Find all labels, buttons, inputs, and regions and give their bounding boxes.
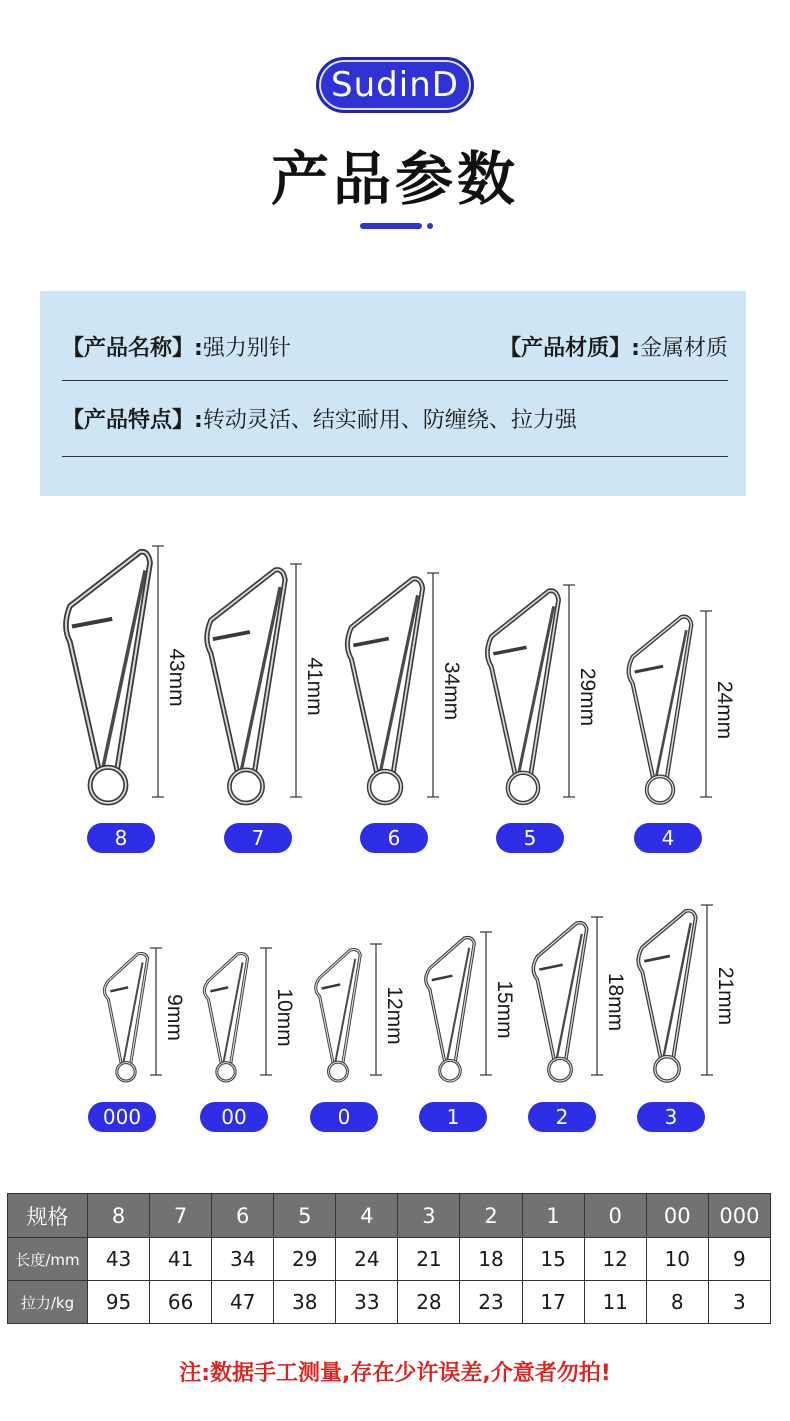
info-row-features (62, 403, 728, 457)
pin-eye-highlight (647, 776, 674, 803)
pin-wire-highlight (316, 950, 361, 1064)
pin-eye (229, 770, 262, 803)
title-underline (360, 223, 422, 229)
dimension-line (260, 948, 296, 1075)
spec-length-cell: 43 (88, 1238, 150, 1281)
pin-inner-wire (335, 959, 355, 1063)
snap-pin (104, 954, 147, 1081)
spec-size-cell: 6 (212, 1194, 274, 1238)
product-material-value: 金属材质 (639, 336, 728, 361)
pin-wire (104, 954, 147, 1065)
spec-size-cell: 8 (88, 1194, 150, 1238)
snap-pin (533, 923, 586, 1081)
pin-wire (207, 570, 285, 773)
pin-eye-highlight (90, 767, 126, 803)
dimension-line (563, 585, 599, 797)
pin-wire (533, 923, 586, 1061)
spec-size-cell: 4 (336, 1194, 398, 1238)
pin-wire (316, 950, 361, 1064)
pin-wire (426, 938, 475, 1063)
pin-wire-highlight (533, 923, 586, 1061)
pin-inner-wire (518, 606, 553, 774)
spec-header-label: 规格 (8, 1194, 88, 1238)
pin-eye (329, 1062, 348, 1081)
product-name-value: 强力别针 (202, 336, 291, 361)
pin-eye-highlight (549, 1058, 572, 1081)
pin-inner-wire (241, 587, 280, 772)
pin-wire-highlight (629, 617, 692, 779)
spec-length-cell: 10 (646, 1238, 708, 1281)
dimension-label: 9mm (163, 994, 186, 1041)
spec-size-cell: 1 (522, 1194, 584, 1238)
pin-eye-highlight (369, 771, 401, 803)
pin-wire-highlight (426, 938, 475, 1063)
pin-inner-wire (663, 923, 690, 1058)
size-badge: 5 (496, 823, 564, 853)
dimension-line (591, 917, 627, 1075)
size-badge: 00 (200, 1102, 268, 1132)
snap-pin (207, 570, 285, 803)
dimension-label: 10mm (273, 988, 296, 1047)
spec-length-cell: 15 (522, 1238, 584, 1281)
dimension-line (427, 573, 463, 797)
spec-table-length-row (8, 1238, 771, 1281)
pin-inner-wire (380, 595, 417, 772)
pin-wire-highlight (104, 954, 147, 1065)
dimension-label: 43mm (165, 648, 188, 707)
title-underline-dot (427, 223, 433, 229)
pin-clasp (322, 984, 341, 988)
pin-clasp (213, 632, 250, 639)
size-badge: 000 (88, 1102, 156, 1132)
pin-inner-wire (103, 570, 145, 769)
pin-wire (66, 552, 150, 771)
dimension-label: 34mm (440, 661, 463, 721)
pin-inner-wire (123, 962, 142, 1063)
size-badge: 6 (360, 823, 428, 853)
pin-wire (347, 579, 422, 775)
dimension-line (290, 564, 326, 797)
spec-tension-cell: 28 (398, 1281, 460, 1324)
pin-clasp (493, 647, 526, 653)
pin-eye-highlight (217, 1063, 235, 1081)
size-badge: 4 (634, 823, 702, 853)
pin-eye (90, 767, 126, 803)
dimension-label: 41mm (303, 657, 326, 716)
brand-logo (316, 57, 474, 113)
spec-table-header-row (8, 1194, 771, 1238)
spec-tension-cell: 23 (460, 1281, 522, 1324)
spec-tension-cell: 95 (88, 1281, 150, 1324)
size-badge: 8 (87, 823, 155, 853)
pin-eye (647, 776, 674, 803)
size-badge: 2 (528, 1102, 596, 1132)
spec-table (7, 1193, 771, 1324)
size-badge: 7 (224, 823, 292, 853)
spec-length-label: 长度/mm (8, 1238, 88, 1281)
spec-tension-cell: 11 (584, 1281, 646, 1324)
product-name (62, 331, 291, 362)
pin-clasp (635, 666, 663, 672)
product-features (62, 403, 577, 434)
pin-inner-wire (447, 948, 469, 1062)
spec-tension-cell: 47 (212, 1281, 274, 1324)
snap-pin (487, 591, 558, 803)
dimension-line (701, 905, 737, 1075)
product-material-label: 【产品材质】: (499, 336, 640, 361)
pin-clasp (432, 976, 453, 980)
dimension-label: 24mm (713, 680, 736, 740)
pin-wire (204, 954, 247, 1065)
pin-clasp (539, 965, 562, 970)
dimension-label: 18mm (604, 972, 627, 1032)
spec-length-cell: 34 (212, 1238, 274, 1281)
snap-pin (316, 950, 361, 1081)
snap-pin (638, 911, 695, 1081)
pin-wire-highlight (207, 570, 285, 773)
spec-length-cell: 18 (460, 1238, 522, 1281)
snap-pin (204, 954, 247, 1081)
spec-size-cell: 3 (398, 1194, 460, 1238)
pin-eye (117, 1063, 135, 1081)
snap-pin (426, 938, 475, 1081)
dimension-line (152, 546, 188, 797)
spec-tension-cell: 38 (274, 1281, 336, 1324)
dimension-line (480, 932, 516, 1075)
pin-clasp (353, 639, 388, 646)
dimension-line (700, 611, 736, 797)
pin-inner-wire (656, 630, 686, 778)
spec-length-cell: 12 (584, 1238, 646, 1281)
spec-size-cell: 00 (646, 1194, 708, 1238)
pin-wire-highlight (66, 552, 150, 771)
pin-inner-wire (557, 934, 582, 1059)
snap-pin (347, 579, 422, 803)
dimension-label: 12mm (383, 986, 406, 1045)
dimension-label: 29mm (576, 667, 599, 727)
spec-length-cell: 41 (150, 1238, 212, 1281)
pin-eye (655, 1057, 679, 1081)
pin-eye (369, 771, 401, 803)
spec-size-cell: 7 (150, 1194, 212, 1238)
snap-pin (66, 552, 150, 803)
pin-wire-highlight (204, 954, 247, 1065)
dimension-line (370, 944, 406, 1075)
pin-wire-highlight (487, 591, 558, 776)
dimension-line (150, 948, 186, 1075)
disclaimer-note: 注:数据手工测量,存在少许误差,介意者勿拍! (179, 1361, 611, 1386)
pin-wire (629, 617, 692, 779)
brand-logo-text: SudinD (331, 65, 459, 105)
pin-eye (217, 1063, 235, 1081)
spec-length-cell: 9 (708, 1238, 770, 1281)
pin-eye (549, 1058, 572, 1081)
size-badge: 0 (310, 1102, 378, 1132)
spec-table-tension-row (8, 1281, 771, 1324)
spec-length-cell: 21 (398, 1238, 460, 1281)
pin-clasp (72, 619, 112, 627)
spec-tension-cell: 8 (646, 1281, 708, 1324)
page-title: 产品参数 (270, 145, 519, 213)
spec-length-cell: 24 (336, 1238, 398, 1281)
spec-tension-label: 拉力/kg (8, 1281, 88, 1324)
pin-eye-highlight (508, 773, 538, 803)
product-features-value: 转动灵活、结实耐用、防缠绕、拉力强 (202, 408, 577, 433)
pin-eye (508, 773, 538, 803)
spec-tension-cell: 66 (150, 1281, 212, 1324)
product-name-label: 【产品名称】: (62, 336, 203, 361)
product-info-box (40, 291, 746, 496)
pin-eye-highlight (655, 1057, 679, 1081)
pin-clasp (110, 987, 128, 991)
product-material (499, 331, 728, 362)
pin-eye-highlight (440, 1060, 461, 1081)
spec-size-cell: 0 (584, 1194, 646, 1238)
pin-eye-highlight (117, 1063, 135, 1081)
pin-eye-highlight (229, 770, 262, 803)
pin-eye (440, 1060, 461, 1081)
pin-wire-highlight (638, 911, 695, 1059)
product-features-label: 【产品特点】: (62, 408, 203, 433)
info-row-name-material (62, 331, 728, 381)
pin-wire-highlight (347, 579, 422, 775)
spec-tension-cell: 17 (522, 1281, 584, 1324)
spec-size-cell: 5 (274, 1194, 336, 1238)
pin-eye-highlight (329, 1062, 348, 1081)
spec-tension-cell: 33 (336, 1281, 398, 1324)
spec-length-cell: 29 (274, 1238, 336, 1281)
snap-pin (629, 617, 692, 803)
dimension-label: 21mm (714, 966, 737, 1026)
spec-size-cell: 2 (460, 1194, 522, 1238)
spec-size-cell: 000 (708, 1194, 770, 1238)
pin-wire (487, 591, 558, 776)
pin-clasp (644, 956, 670, 961)
size-badge: 1 (419, 1102, 487, 1132)
pin-clasp (210, 987, 228, 991)
pin-wire (638, 911, 695, 1059)
size-badge: 3 (637, 1102, 705, 1132)
pin-inner-wire (223, 962, 242, 1063)
dimension-label: 15mm (493, 980, 516, 1039)
spec-tension-cell: 3 (708, 1281, 770, 1324)
